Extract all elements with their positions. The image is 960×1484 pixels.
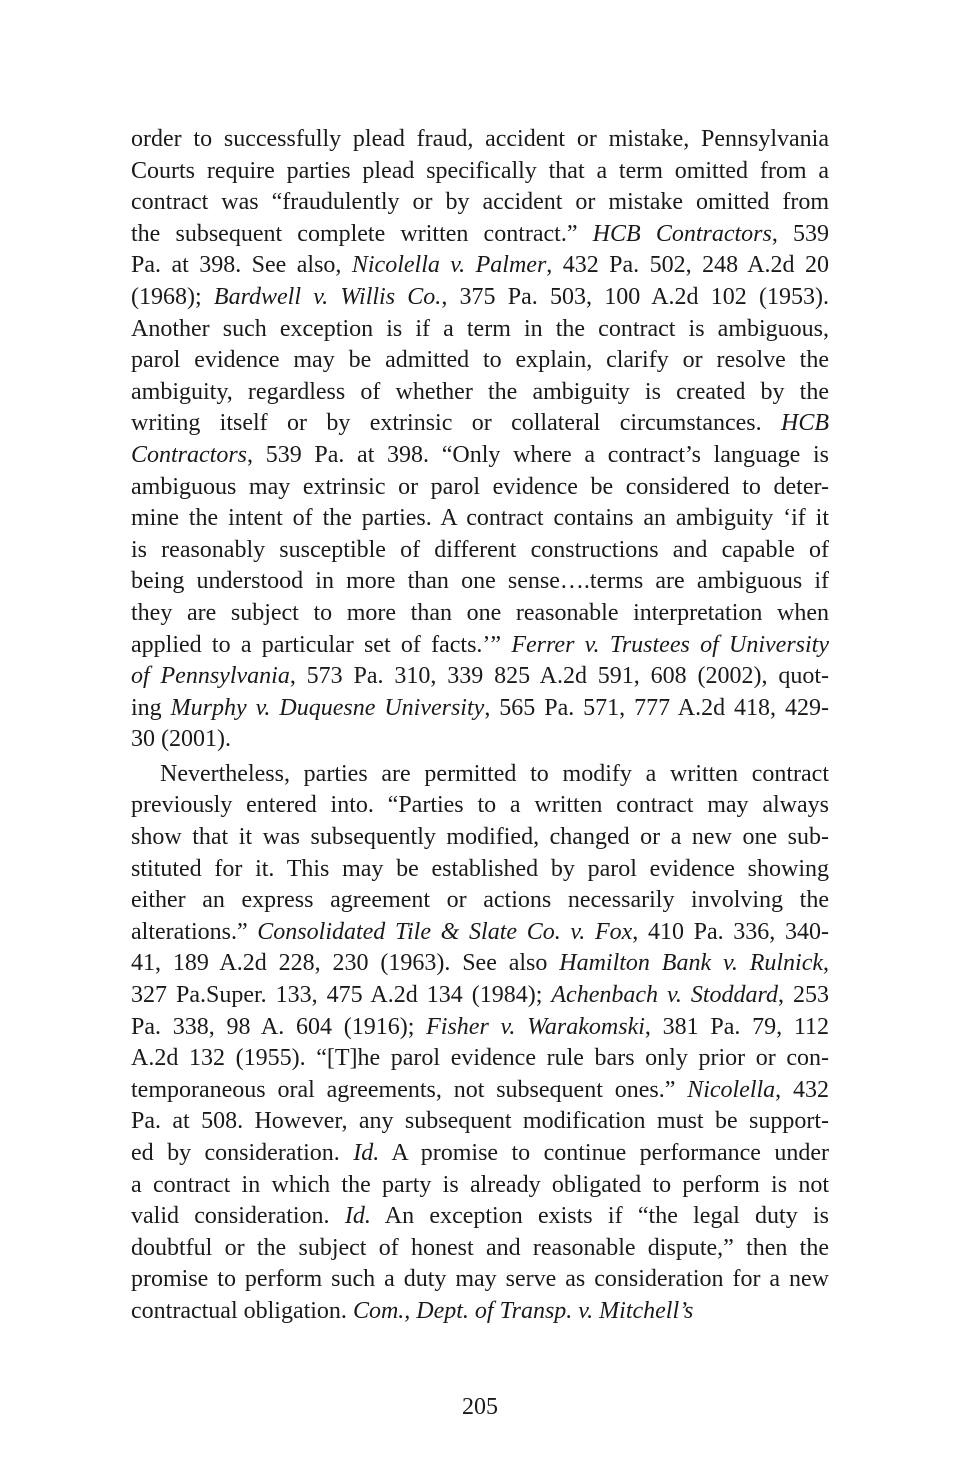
text-run: show that it was subsequently modified, changed or a new one sub- xyxy=(131,824,829,851)
text-run: , xyxy=(823,950,830,977)
text-run: Courts require parties plead specifically that a term omitted from a xyxy=(131,157,829,184)
case-citation: Consolidated Tile & Slate Co. v. Fox xyxy=(257,918,633,945)
case-citation: Id. xyxy=(344,1203,371,1230)
text-run: 41, 189 A.2d 228, 230 (1963). See also xyxy=(131,950,560,977)
text-line xyxy=(131,1233,829,1265)
text-line xyxy=(131,566,829,598)
text-line xyxy=(131,1043,829,1075)
text-run: they are subject to more than one reasonable interpretation when xyxy=(131,599,829,626)
text-run: either an express agreement or actions necessarily involving the xyxy=(131,887,829,914)
text-line xyxy=(131,1012,829,1044)
text-run: Pa. at 508. However, any subsequent modification must be support- xyxy=(131,1108,829,1135)
case-citation: HCB Contractors xyxy=(592,220,772,247)
text-run: contractual obligation. xyxy=(131,1297,353,1324)
text-line xyxy=(131,693,829,725)
text-line xyxy=(131,1106,829,1138)
text-line xyxy=(131,630,829,662)
text-run: mine the intent of the parties. A contract contains an ambiguity ‘if it xyxy=(131,505,829,532)
text-line xyxy=(131,917,829,949)
text-run: promise to perform such a duty may serve as consideration for a new xyxy=(131,1266,829,1293)
text-run: applied to a particular set of facts.’” xyxy=(131,631,512,658)
text-run: alterations.” xyxy=(131,918,258,945)
text-line xyxy=(131,250,829,282)
text-run: , 539 Pa. at 398. “Only where a contract’s language is xyxy=(247,441,829,468)
text-run: , 432 xyxy=(775,1076,830,1103)
case-citation: Achenbach v. Stoddard xyxy=(551,982,778,1009)
page-number: 205 xyxy=(462,1394,498,1420)
text-run: , 410 Pa. 336, 340- xyxy=(632,918,829,945)
text-run: temporaneous oral agreements, not subsequent ones.” xyxy=(131,1076,688,1103)
text-line xyxy=(131,345,829,377)
text-line xyxy=(131,408,829,440)
text-line xyxy=(131,124,829,156)
text-line xyxy=(131,535,829,567)
text-line xyxy=(131,187,829,219)
text-line xyxy=(131,1075,829,1107)
text-run: valid consideration. xyxy=(131,1203,345,1230)
paragraph xyxy=(131,759,829,1328)
case-citation: Nicolella xyxy=(687,1076,776,1103)
text-line xyxy=(131,822,829,854)
text-line xyxy=(131,790,829,822)
text-run: (1968); xyxy=(131,283,214,310)
text-run: , 573 Pa. 310, 339 825 A.2d 591, 608 (2002), quot- xyxy=(289,663,830,690)
text-line xyxy=(131,472,829,504)
text-run: ambiguous may extrinsic or parol evidence be considered to deter- xyxy=(131,473,829,500)
text-run: previously entered into. “Parties to a written contract may always xyxy=(131,792,829,819)
case-citation: Nicolella v. Palmer xyxy=(351,252,547,279)
case-citation: HCB xyxy=(781,410,829,437)
body-text xyxy=(131,124,829,1328)
text-run: Pa. at 398. See also, xyxy=(131,252,352,279)
text-line xyxy=(131,156,829,188)
text-line xyxy=(131,854,829,886)
text-run: A.2d 132 (1955). “[T]he parol evidence rule bars only prior or con- xyxy=(131,1045,829,1072)
case-citation: Contractors xyxy=(131,441,248,468)
text-run: being understood in more than one sense….terms are ambiguous if xyxy=(131,568,829,595)
text-run: a contract in which the party is already obligated to perform is not xyxy=(131,1171,829,1198)
text-run: ambiguity, regardless of whether the ambiguity is created by the xyxy=(131,378,829,405)
case-citation: Com., Dept. of Transp. v. Mitchell’s xyxy=(352,1297,694,1324)
text-line xyxy=(131,440,829,472)
text-line xyxy=(131,1296,829,1328)
text-run: order to successfully plead fraud, accident or mistake, Pennsylvania xyxy=(131,126,829,152)
text-line xyxy=(131,1264,829,1296)
text-run: the subsequent complete written contract.” xyxy=(131,220,593,247)
text-line xyxy=(131,724,829,756)
text-line xyxy=(131,1170,829,1202)
text-run: parol evidence may be admitted to explain, clarify or resolve the xyxy=(131,347,829,374)
text-run: A promise to continue performance under xyxy=(379,1140,829,1166)
text-run: Nevertheless, parties are permitted to modify a written contract xyxy=(160,760,829,787)
text-line xyxy=(131,1201,829,1233)
text-run: writing itself or by extrinsic or collateral circumstances. xyxy=(131,410,781,437)
text-run: An exception exists if “the legal duty is xyxy=(370,1203,829,1230)
case-citation: Murphy v. Duquesne University xyxy=(170,694,485,721)
text-line xyxy=(131,314,829,346)
text-line xyxy=(131,661,829,693)
case-citation: Hamilton Bank v. Rulnick xyxy=(559,950,824,977)
text-run: doubtful or the subject of honest and reasonable dispute,” then the xyxy=(131,1234,829,1261)
text-run: 30 (2001). xyxy=(131,726,231,753)
case-citation: Fisher v. Warakomski xyxy=(426,1013,645,1040)
text-line xyxy=(131,377,829,409)
case-citation: Id. xyxy=(353,1140,380,1166)
text-run: , 565 Pa. 571, 777 A.2d 418, 429- xyxy=(484,694,830,721)
text-run: , 375 Pa. 503, 100 A.2d 102 (1953). xyxy=(441,283,830,310)
text-run: , 432 Pa. 502, 248 A.2d 20 xyxy=(546,252,829,279)
text-run: ing xyxy=(131,694,171,721)
text-line xyxy=(131,1138,829,1170)
text-line xyxy=(131,219,829,251)
text-line xyxy=(131,980,829,1012)
text-line xyxy=(131,282,829,314)
text-line xyxy=(131,503,829,535)
text-line xyxy=(131,948,829,980)
text-line xyxy=(131,598,829,630)
text-line xyxy=(131,759,829,791)
text-run: contract was “fraudulently or by accident or mistake omitted from xyxy=(131,189,829,216)
text-run: stituted for it. This may be established by parol evidence showing xyxy=(131,855,829,882)
case-citation: Ferrer v. Trustees of University xyxy=(511,631,829,658)
text-run: , 253 xyxy=(778,982,830,1009)
case-citation: Bardwell v. Willis Co. xyxy=(213,283,442,310)
text-run: is reasonably susceptible of different constructions and capable of xyxy=(131,536,829,563)
text-run: Pa. 338, 98 A. 604 (1916); xyxy=(131,1013,427,1040)
text-run: Another such exception is if a term in the contract is ambiguous, xyxy=(131,315,829,342)
paragraph xyxy=(131,124,829,756)
text-run: ed by consideration. xyxy=(131,1140,354,1166)
text-run: , 539 xyxy=(771,220,830,247)
text-line xyxy=(131,885,829,917)
text-run: , 381 Pa. 79, 112 xyxy=(644,1013,829,1040)
case-citation: of Pennsylvania xyxy=(131,663,290,690)
text-run: 327 Pa.Super. 133, 475 A.2d 134 (1984); xyxy=(131,982,552,1009)
